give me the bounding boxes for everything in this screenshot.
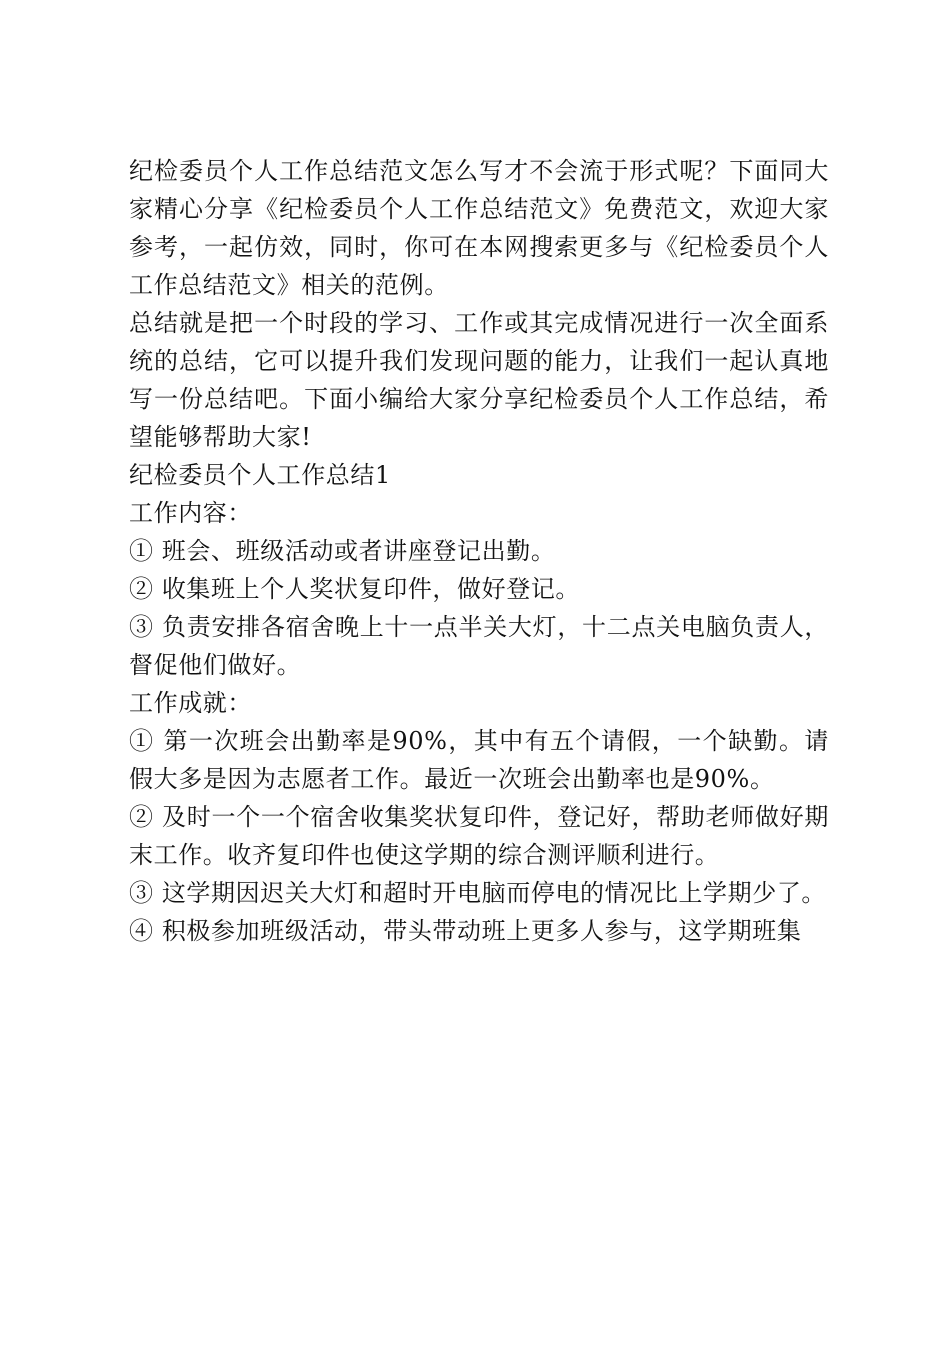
achievement-item: ① 第一次班会出勤率是90%，其中有五个请假，一个缺勤。请假大多是因为志愿者工作。最近一次班会出勤率也是90%。 — [129, 727, 829, 793]
section-heading: 纪检委员个人工作总结1 — [129, 461, 391, 489]
achievements-heading: 工作成就： — [129, 689, 252, 717]
intro-paragraph: 纪检委员个人工作总结范文怎么写才不会流于形式呢？下面同大家精心分享《纪检委员个人工作总结范文》免费范文，欢迎大家参考，一起仿效，同时，你可在本网搜索更多与《纪检委员个人工作总结范文》相关的范例。 — [129, 157, 829, 299]
achievement-item: ③ 这学期因迟关大灯和超时开电脑而停电的情况比上学期少了。 — [129, 879, 827, 907]
work-content-item: ② 收集班上个人奖状复印件，做好登记。 — [129, 575, 581, 603]
achievement-item: ④ 积极参加班级活动，带头带动班上更多人参与，这学期班集 — [129, 917, 802, 945]
work-content-heading: 工作内容： — [129, 499, 252, 527]
work-content-item: ① 班会、班级活动或者讲座登记出勤。 — [129, 537, 556, 565]
document-body — [129, 152, 829, 950]
achievement-item: ② 及时一个一个宿舍收集奖状复印件，登记好，帮助老师做好期末工作。收齐复印件也使这学期的综合测评顺利进行。 — [129, 803, 829, 869]
work-content-item: ③ 负责安排各宿舍晚上十一点半关大灯，十二点关电脑负责人，督促他们做好。 — [129, 613, 829, 679]
summary-paragraph: 总结就是把一个时段的学习、工作或其完成情况进行一次全面系统的总结，它可以提升我们发现问题的能力，让我们一起认真地写一份总结吧。下面小编给大家分享纪检委员个人工作总结，希望能够帮助大家! — [129, 309, 829, 451]
